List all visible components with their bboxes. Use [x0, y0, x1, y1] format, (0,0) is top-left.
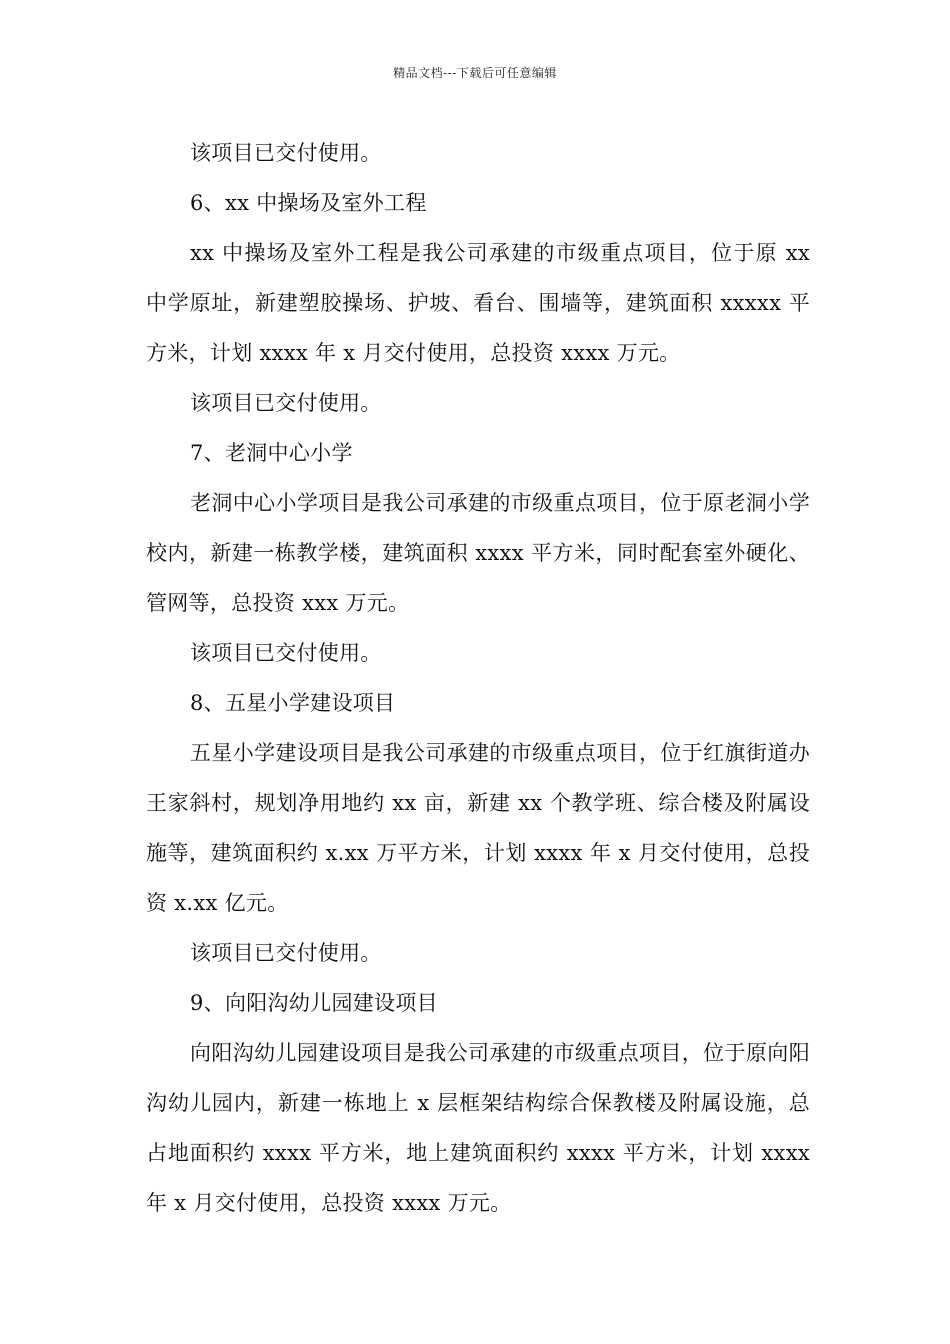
paragraph-project-8: 五星小学建设项目是我公司承建的市级重点项目，位于红旗街道办王家斜村，规划净用地约 xx 亩，新建 xx 个教学班、综合楼及附属设施等，建筑面积约 x.xx 万平方米，计划 xxxx 年 x 月交付使用，总投资 x.xx 亿元。	[146, 741, 810, 915]
document-body	[146, 128, 810, 1228]
paragraph-status: 该项目已交付使用。	[190, 141, 382, 165]
section-heading-8: 8、五星小学建设项目	[190, 691, 396, 715]
paragraph-status: 该项目已交付使用。	[190, 641, 382, 665]
paragraph-status: 该项目已交付使用。	[190, 391, 382, 415]
page-header: 精品文档---下载后可任意编辑	[393, 66, 557, 80]
paragraph-project-6: xx 中操场及室外工程是我公司承建的市级重点项目，位于原 xx 中学原址，新建塑胶操场、护坡、看台、围墙等，建筑面积 xxxxx 平方米，计划 xxxx 年 x 月交付使用，总投资 xxxx 万元。	[146, 241, 810, 365]
section-heading-7: 7、老洞中心小学	[190, 441, 353, 465]
section-heading-6: 6、xx 中操场及室外工程	[190, 191, 427, 215]
paragraph-status: 该项目已交付使用。	[190, 941, 382, 965]
paragraph-project-7: 老洞中心小学项目是我公司承建的市级重点项目，位于原老洞小学校内，新建一栋教学楼，建筑面积 xxxx 平方米，同时配套室外硬化、管网等，总投资 xxx 万元。	[146, 491, 810, 615]
section-heading-9: 9、向阳沟幼儿园建设项目	[190, 991, 438, 1015]
paragraph-project-9: 向阳沟幼儿园建设项目是我公司承建的市级重点项目，位于原向阳沟幼儿园内，新建一栋地上 x 层框架结构综合保教楼及附属设施，总占地面积约 xxxx 平方米，地上建筑面积约 xxxx 平方米，计划 xxxx 年 x 月交付使用，总投资 xxxx 万元。	[146, 1041, 810, 1215]
